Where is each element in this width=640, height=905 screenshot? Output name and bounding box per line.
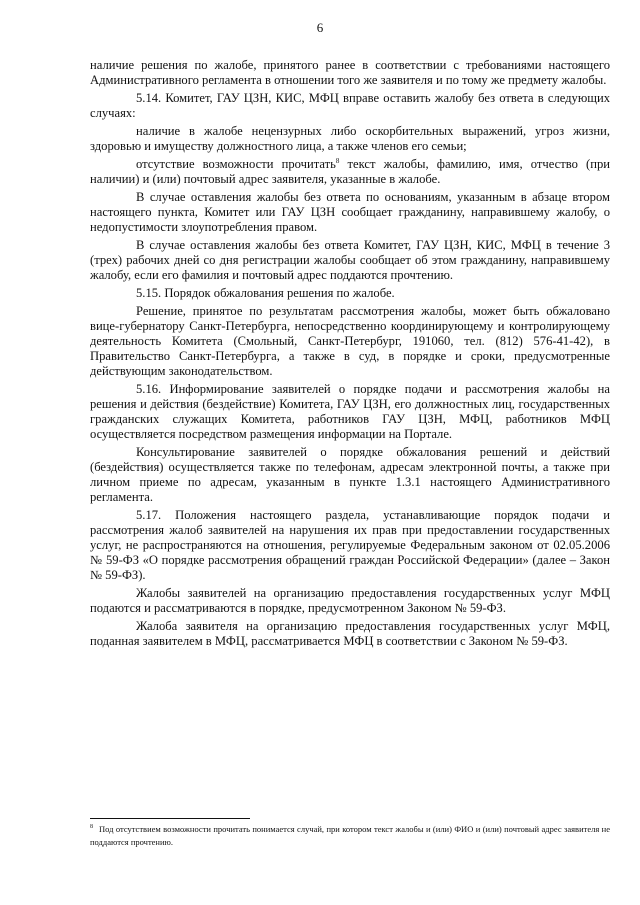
paragraph-unreadable-before: отсутствие возможности прочитать xyxy=(136,157,336,171)
paragraph-5-15-heading: 5.15. Порядок обжалования решения по жалобе. xyxy=(136,286,395,300)
footnote-reference: 8 xyxy=(335,156,340,165)
footnote-text: Под отсутствием возможности прочитать понимается случай, при котором текст жалобы и (или) ФИО и (или) почтовый адрес заявителя не поддаются прочтению. xyxy=(90,824,610,847)
footnote-marker: 8 xyxy=(90,824,93,831)
paragraph-unreadable xyxy=(90,157,610,187)
footnote xyxy=(90,823,610,849)
paragraph-no-answer-notice: В случае оставления жалобы без ответа Комитет, ГАУ ЦЗН, КИС, МФЦ в течение 3 (трех) рабочих дней со дня регистрации жалобы сообщает об этом гражданину, направившему жалобу, если его фамилия и почтовый адрес поддаются прочтению. xyxy=(90,238,610,282)
paragraph-5-17-provisions: 5.17. Положения настоящего раздела, устанавливающие порядок подачи и рассмотрения жалоб заявителей на нарушения их прав при предоставлении государственных услуг, не распространяются на отношения, регулируемые Федеральным законом от 02.05.2006 № 59-ФЗ «О порядке рассмотрения обращений граждан Российской Федерации» (далее – Закон № 59-ФЗ). xyxy=(90,508,610,582)
paragraph-abuse-of-right: В случае оставления жалобы без ответа по основаниям, указанным в абзаце втором настоящего пункта, Комитет или ГАУ ЦЗН сообщает гражданину, направившему жалобу, о недопустимости злоупотребления правом. xyxy=(90,190,610,234)
paragraph-continuation: наличие решения по жалобе, принятого ранее в соответствии с требованиями настоящего Административного регламента в отношении того же заявителя и по тому же предмету жалобы. xyxy=(90,58,610,87)
page-number: 6 xyxy=(316,20,324,35)
paragraph-mfc-complaints: Жалобы заявителей на организацию предоставления государственных услуг МФЦ подаются и рассматриваются в порядке, предусмотренном Законом № 59-ФЗ. xyxy=(90,586,610,615)
paragraph-appeal-decision: Решение, принятое по результатам рассмотрения жалобы, может быть обжаловано вице-губернатору Санкт-Петербурга, непосредственно координирующему и контролирующему деятельность Комитета (Смольный, Санкт-Петербург, 191060, тел. (812) 576-41-42), в Правительство Санкт-Петербурга, а также в суд, в порядке и сроки, предусмотренные действующим законодательством. xyxy=(90,304,610,378)
paragraph-consulting: Консультирование заявителей о порядке обжалования решений и действий (бездействия) осуществляется также по телефонам, адресам электронной почты, а также при личном приеме по адресам, указанным в пункте 1.3.1 настоящего Административного регламента. xyxy=(90,445,610,504)
paragraph-obscene-language: наличие в жалобе нецензурных либо оскорбительных выражений, угроз жизни, здоровью и имуществу должностного лица, а также членов его семьи; xyxy=(90,124,610,153)
footnote-divider xyxy=(90,818,250,819)
paragraph-unreadable-after: текст жалобы, фамилию, имя, отчество (при наличии) и (или) почтовый адрес заявителя, указанные в жалобе. xyxy=(90,157,611,186)
paragraph-5-14-heading: 5.14. Комитет, ГАУ ЦЗН, КИС, МФЦ вправе оставить жалобу без ответа в следующих случаях: xyxy=(90,91,610,120)
document-body xyxy=(90,58,610,652)
paragraph-5-16-informing: 5.16. Информирование заявителей о порядке подачи и рассмотрения жалобы на решения и действия (бездействие) Комитета, ГАУ ЦЗН, его должностных лиц, государственных гражданских служащих Комитета, работников ГАУ ЦЗН, МФЦ, работников МФЦ осуществляется посредством размещения информации на Портале. xyxy=(90,382,610,441)
paragraph-mfc-complaint-review: Жалоба заявителя на организацию предоставления государственных услуг МФЦ, поданная заявителем в МФЦ, рассматривается МФЦ в соответствии с Законом № 59-ФЗ. xyxy=(90,619,610,648)
